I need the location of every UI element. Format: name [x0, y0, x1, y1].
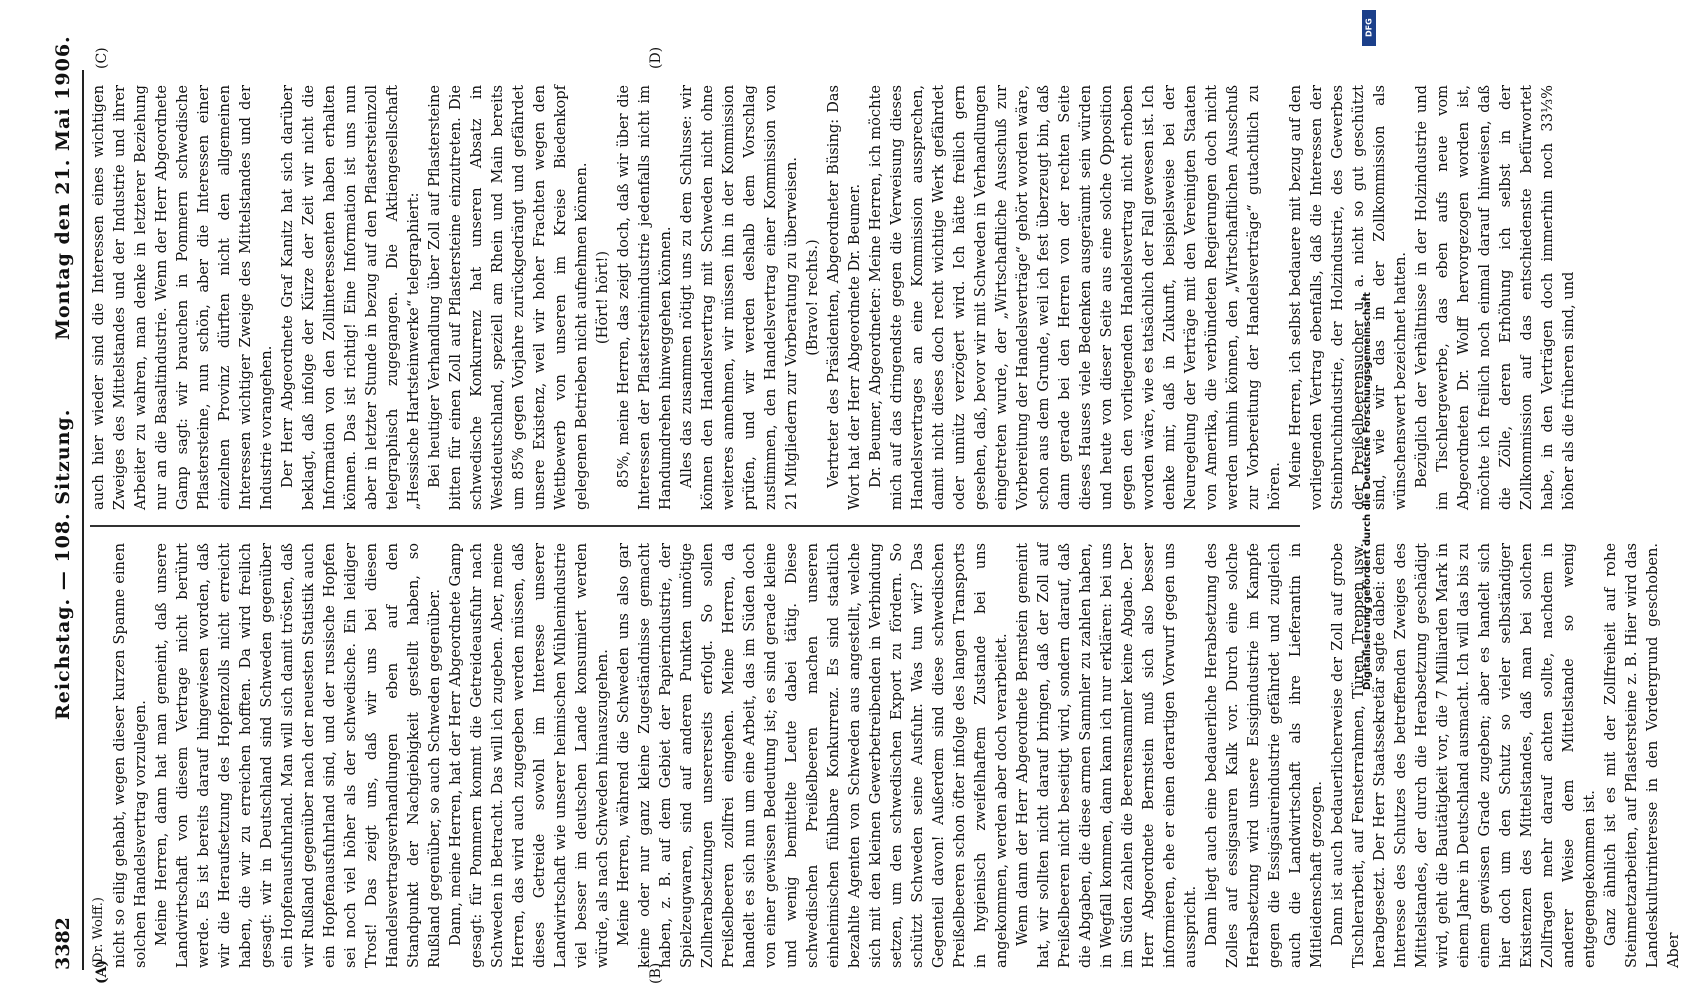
interjection: (Hört! hört!): [594, 250, 611, 345]
paragraph: Wenn dann der Herr Abgeordnete Bernstein gemeint hat, wir sollten nicht darauf bringen, daß der Zoll auf Preißelbeeren nicht beseitigt wird, sondern darauf, daß die Abgaben, die diese armen Sammler zu zahlen haben, in Wegfall kommen, dann kann ich nur erklären: bei uns im Süden zahlen die Beerensammler keine Abgabe. Der Herr Abgeordnete Bernstein muß sich also besser informieren, ehe er einen derartigen Vorwurf gegen uns ausspricht.: [1014, 543, 1199, 968]
left-column: [88, 543, 1684, 968]
paragraph: Meine Herren, dann hat man gemeint, daß unsere Landwirtschaft von diesem Vertrage nicht berührt werde. Es ist bereits darauf hingewiesen worden, daß wir die Heraufsetzung des Hopfenzolls nicht erreicht haben, die wir zu erreichen hofften. Da wird freilich gesagt: wir in Deutschland sind Schweden gegenüber ein Hopfenausfuhrland. Man will sich damit trösten, daß wir Rußland gegenüber nach der neuesten Statistik auch ein Hopfenausfuhrland sind, und der russische Hopfen sei noch viel höher als der schwedische. Ein leidiger Trost! Das zeigt uns, daß wir uns bei diesen Handelsvertragsverhandlungen eben auf den Standpunkt der Nachgiebigkeit gestellt haben, so Rußland gegenüber, so auch Schweden gegenüber.: [153, 543, 443, 968]
margin-mark-b: (B): [648, 962, 664, 984]
digitization-credit: [1362, 10, 1376, 990]
paragraph: Meine Herren, ich selbst bedauere mit bezug auf den vorliegenden Vertrag ebenfalls, daß die Interessen der Steinbruchindustrie, der Holzindustrie, des Gewerbes der Preißelbeerensucher u. a. nicht so gut geschützt sind, wie wir das in der Zollkommission als wünschenswert bezeichnet hatten.: [1287, 85, 1409, 510]
session-date: Montag den 21. Mai 1906.: [52, 35, 74, 340]
paragraph: Meine Herren, während die Schweden uns also gar keine oder nur ganz kleine Zugeständnisse gemacht haben, z. B. auf dem Gebiet der Papierindustrie, der Spielzeugwaren, sind auf anderen Punkten unnötige Zollherabsetzungen unsererseits erfolgt. So sollen Preißelbeeren zollfrei eingehen. Meine Herren, da handelt es sich nun um eine Arbeit, das im Süden doch von einer gewissen Bedeutung ist; es sind gerade kleine und wenig bemittelte Leute dabei tätig. Diese schwedischen Preißelbeeren machen unseren einheimischen fühlbare Konkurrenz. Es sind staatlich bezahlte Agenten von Schweden aus angestellt, welche sich mit den kleinen Gewerbetreibenden in Verbindung setzen, um den schwedischen Export zu fördern. So schützt Schweden seine Ausfuhr. Was tun wir? Das Gegenteil davon! Außerdem sind diese schwedischen Preißelbeeren schon öfter infolge des langen Transports in hygienisch zweifelhaftem Zustande bei uns angekommen, werden aber doch verarbeitet.: [615, 543, 1010, 968]
paragraph: 85%, meine Herren, das zeigt doch, daß wir über die Interessen der Pflastersteinindustrie jedenfalls nicht im Handumdrehen hinweggehen können.: [615, 85, 674, 510]
speaker-marker: (Dr. Wolff.): [91, 897, 106, 968]
margin-mark-a: (A): [94, 959, 110, 984]
column-divider: [90, 525, 1300, 527]
paragraph: Bezüglich der Verhältnisse in der Holzindustrie und im Tischlergewerbe, das eben aufs neue vom Abgeordneten Dr. Wolff hervorgezogen worden ist, möchte ich freilich noch einmal darauf hinweisen, daß die Zölle, deren Erhöhung ich selbst in der Zollkommission auf das entschiedenste befürwortet habe, in den Verträgen doch immerhin noch 33⅓% höher als die früheren sind, und: [1413, 85, 1577, 510]
funding-note: Digitalisierung gefördert durch die Deutsche Forschungsgemeinschaft: [1362, 292, 1373, 690]
session-title: Reichstag. — 108. Sitzung.: [52, 408, 74, 720]
paragraph: auch hier wieder sind die Interessen eines wichtigen Zweiges des Mittelstandes und der Industrie und ihrer Arbeiter zu wahren, man denke in letzterer Beziehung nur an die Basaltindustrie. Wenn der Herr Abgeordnete Gamp sagt: wir brauchen in Pommern schwedische Pflastersteine, nun schön, aber die Interessen einer einzelnen Provinz dürften nicht den allgemeinen Interessen wichtiger Zweige des Mittelstandes und der Industrie vorangehen.: [90, 85, 275, 510]
paragraph: Der Herr Abgeordnete Graf Kanitz hat sich darüber beklagt, daß infolge der Kürze der Zeit wir nicht die Information von den Zollinteressenten haben erhalten können. Das ist richtig! Eine Information ist uns nun aber in letzter Stunde in bezug auf den Pflastersteinzoll telegraphisch zugegangen. Die Aktiengesellschaft „Hessische Hartsteinwerke“ telegraphiert:: [279, 85, 422, 510]
margin-mark-d: (D): [648, 46, 664, 69]
presiding-statement: Vertreter des Präsidenten, Abgeordneter Büsing: Das Wort hat der Herr Abgeordnete Dr. Beumer.: [825, 85, 863, 510]
paragraph: Alles das zusammen nötigt uns zu dem Schlusse: wir können den Handelsvertrag mit Schweden nicht ohne weiteres annehmen, wir müssen ihn in der Kommission prüfen, und wir werden deshalb dem Vorschlag zustimmen, den Handelsvertrag einer Kommission von 21 Mitgliedern zur Vorberatung zu überweisen.: [678, 85, 800, 510]
paragraph: Dann liegt auch eine bedauerliche Herabsetzung des Zolles auf essigsauren Kalk vor. Durch eine solche Herabsetzung wird unsere Essigindustrie im Kampfe gegen die Essigsäureindustrie gefährdet und zugleich auch die Landwirtschaft als ihre Lieferantin in Mitleidenschaft gezogen.: [1203, 543, 1325, 968]
right-column: [88, 85, 1579, 510]
interjection: (Bravo! rechts.): [804, 239, 821, 356]
dfg-logo: DFG: [1362, 10, 1376, 46]
paragraph: Ganz ähnlich ist es mit der Zollfreiheit auf rohe Steinmetzarbeiten, auf Pflastersteine z. B. Hier wird das Landeskulturinteresse in den Vordergrund geschoben. Aber: [1602, 543, 1682, 968]
paragraph: Dann, meine Herren, hat der Herr Abgeordnete Gamp gesagt: für Pommern kommt die Getreideausfuhr nach Schweden in Betracht. Das will ich zugeben. Aber, meine Herren, das wird auch zugegeben werden müssen, daß dieses Getreide sowohl im Interesse unserer Landwirtschaft wie unserer heimischen Mühlenindustrie viel besser im deutschen Lande konsumiert werden würde, als nach Schweden hinauszugehen.: [447, 543, 611, 968]
paragraph: Dann ist auch bedauerlicherweise der Zoll auf grobe Tischlerarbeit, auf Fensterrahmen, Türen, Treppen usw. herabgesetzt. Der Herr Staatssekretär sagte dabei: dem Interesse des Schutzes des betreffenden Zweiges des Mittelstandes, der durch die Herabsetzung geschädigt wird, geht die Bautätigkeit vor, die 7 Milliarden Mark in einem Jahre in Deutschland ausmacht. Ich will das bis zu einem gewissen Grade zugeben; aber es handelt sich hier doch um den Schutz so vieler selbständiger Existenzen des Mittelstandes, daß man bei solchen Zollfragen mehr darauf achten sollte, nachdem in anderer Weise dem Mittelstande so wenig entgegengekommen ist.: [1329, 543, 1598, 968]
paragraph: Dr. Beumer, Abgeordneter: Meine Herren, ich möchte mich auf das dringendste gegen die Verweisung dieses Handelsvertrages an eine Kommission aussprechen, damit nicht dieses doch recht wichtige Werk gefährdet oder unnütz verzögert wird. Ich hätte freilich gern gesehen, daß, bevor wir mit Schweden in Verhandlungen eingetreten wurde, der „Wirtschaftliche Ausschuß zur Vorbereitung der Handelsverträge“ gehört worden wäre, schon aus dem Grunde, weil ich fest überzeugt bin, daß dann gerade bei den Herren von der rechten Seite dieses Hauses viele Bedenken ausgeräumt sein würden und heute von dieser Seite aus eine solche Opposition gegen den vorliegenden Handelsvertrag nicht erhoben worden wäre, wie es tatsächlich der Fall gewesen ist. Ich denke mir, daß in Zukunft, beispielsweise bei der Neuregelung der Verträge mit den Vereinigten Staaten von Amerika, die verbündeten Regierungen doch nicht werden umhin können, den „Wirtschaftlichen Ausschuß zur Vorbereitung der Handelsverträge“ gutachtlich zu hören.: [867, 85, 1283, 510]
telegram-quote: Bei heutiger Verhandlung über Zoll auf Pflastersteine bitten für einen Zoll auf Pflastersteine einzutreten. Die schwedische Konkurrenz hat unseren Absatz in Westdeutschland, speziell am Rhein und Main bereits um 85% gegen Vorjahre zurückgedrängt und gefährdet unsere Existenz, weil wir hoher Frachten wegen den Wettbewerb von unseren im Kreise Biedenkopf gelegenen Betrieben nicht aufnehmen können.: [426, 85, 590, 510]
page-number: 3382: [52, 917, 74, 970]
header-rule: [82, 70, 84, 970]
paragraph: nicht so eilig gehabt, wegen dieser kurzen Spanne einen solchen Handelsvertrag vorzulegen.: [111, 543, 149, 968]
margin-mark-c: (C): [94, 47, 110, 69]
page-header: [46, 35, 80, 970]
